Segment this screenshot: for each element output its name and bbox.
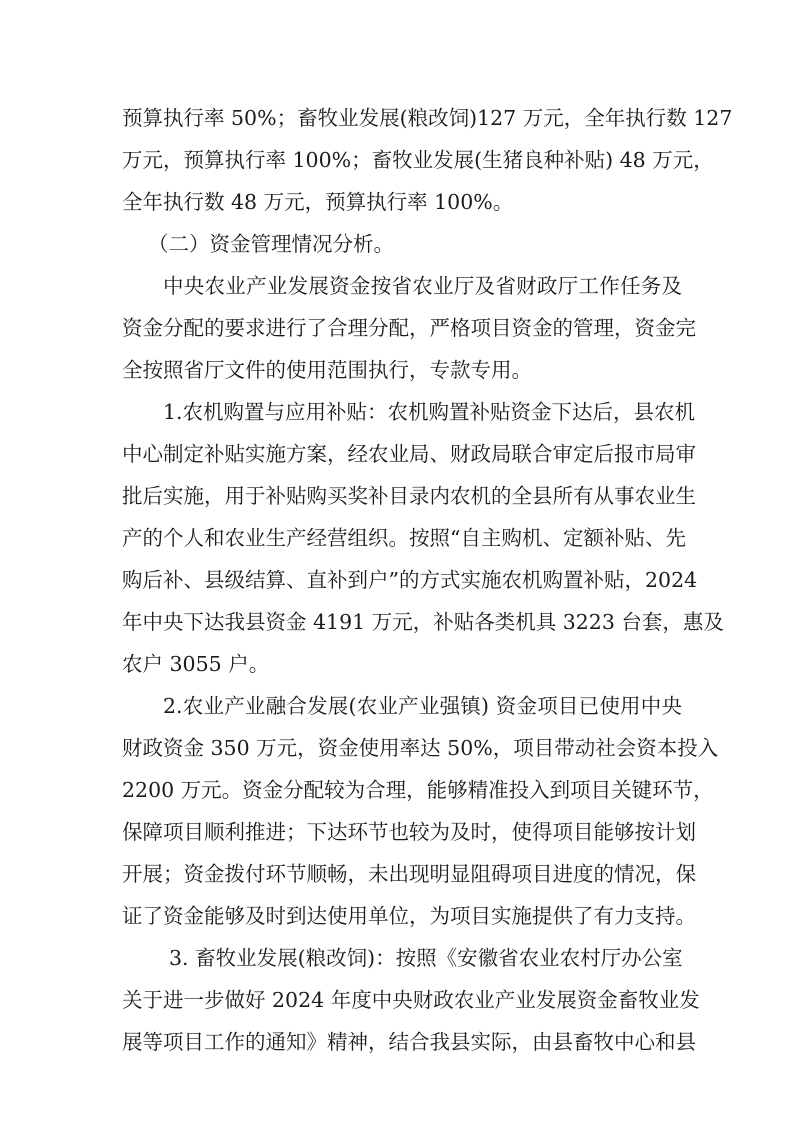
- text-line: 全按照省厅文件的使用范围执行，专款专用。: [122, 358, 532, 382]
- text-line: 万元，预算执行率 100%；畜牧业发展(生猪良种补贴) 48 万元，: [122, 148, 714, 172]
- text-line: 农户 3055 户。: [122, 652, 270, 676]
- text-line: 中央农业产业发展资金按省农业厅及省财政厅工作任务及: [163, 274, 682, 298]
- text-line: 资金分配的要求进行了合理分配，严格项目资金的管理，资金完: [122, 316, 696, 340]
- text-line: 1.农机购置与应用补贴：农机购置补贴资金下达后，县农机: [163, 400, 696, 424]
- text-line: 批后实施，用于补贴购买奖补目录内农机的全县所有从事农业生: [122, 484, 696, 508]
- text-line: 财政资金 350 万元，资金使用率达 50%，项目带动社会资本投入: [122, 736, 719, 760]
- text-line: 关于进一步做好 2024 年度中央财政农业产业发展资金畜牧业发: [122, 988, 700, 1012]
- text-line: 2200 万元。资金分配较为合理，能够精准投入到项目关键环节，: [122, 778, 714, 802]
- text-line: 全年执行数 48 万元，预算执行率 100%。: [122, 190, 514, 214]
- text-line: 3. 畜牧业发展(粮改饲)：按照《安徽省农业农村厅办公室: [169, 946, 683, 970]
- text-line: 2.农业产业融合发展(农业产业强镇) 资金项目已使用中央: [163, 694, 682, 718]
- text-line: 年中央下达我县资金 4191 万元，补贴各类机具 3223 台套，惠及: [122, 610, 724, 634]
- text-line: 保障项目顺利推进；下达环节也较为及时，使得项目能够按计划: [122, 820, 696, 844]
- text-line: 开展；资金拨付环节顺畅，未出现明显阻碍项目进度的情况，保: [122, 862, 696, 886]
- text-line: 证了资金能够及时到达使用单位，为项目实施提供了有力支持。: [122, 904, 696, 928]
- text-line: 产的个人和农业生产经营组织。按照“自主购机、定额补贴、先: [122, 526, 686, 550]
- text-line: 预算执行率 50%；畜牧业发展(粮改饲)127 万元，全年执行数 127: [122, 106, 733, 130]
- text-line: 中心制定补贴实施方案，经农业局、财政局联合审定后报市局审: [122, 442, 696, 466]
- text-line: 购后补、县级结算、直补到户”的方式实施农机购置补贴，2024: [122, 568, 698, 592]
- section-heading: （二）资金管理情况分析。: [148, 232, 394, 256]
- text-line: 展等项目工作的通知》精神，结合我县实际，由县畜牧中心和县: [122, 1030, 696, 1054]
